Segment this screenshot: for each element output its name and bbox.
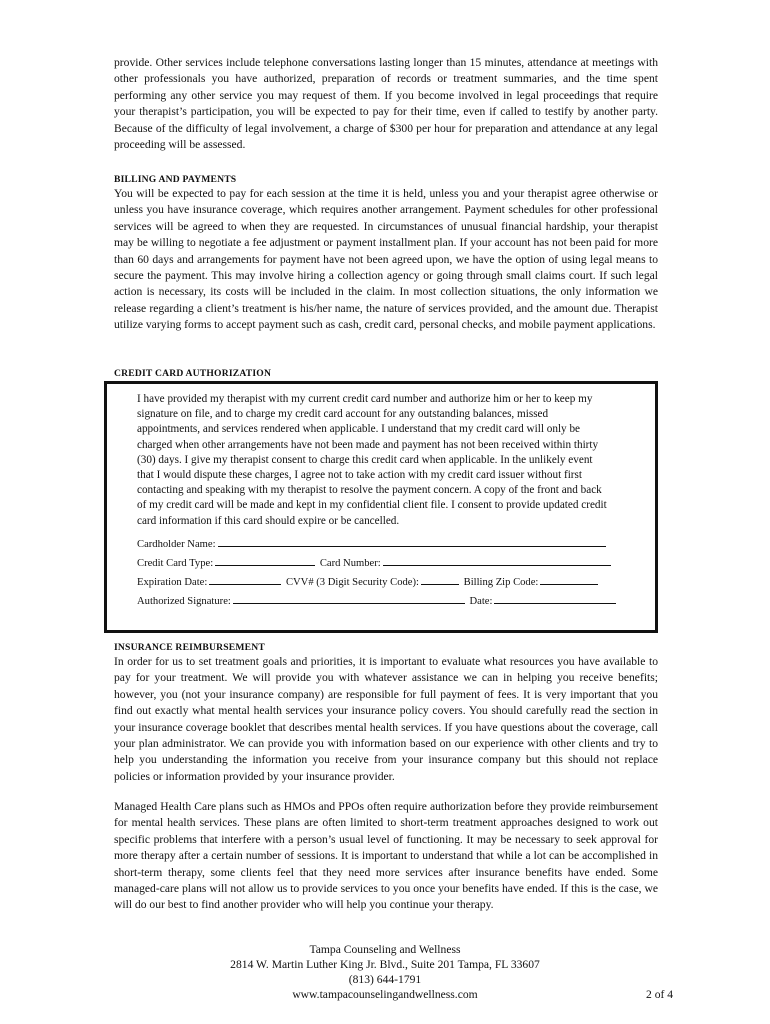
credit-card-authorization-box — [104, 381, 658, 633]
billing-zip-label: Billing Zip Code: — [463, 577, 539, 588]
expiration-date-field[interactable] — [209, 573, 281, 585]
footer-website: www.tampacounselingandwellness.com — [292, 988, 478, 1001]
expiration-row — [137, 573, 627, 590]
billing-heading: BILLING AND PAYMENTS — [114, 174, 237, 185]
date-label: Date: — [469, 596, 493, 607]
footer-phone: (813) 644-1791 — [348, 973, 422, 986]
card-type-label: Credit Card Type: — [137, 558, 214, 569]
cardholder-name-row — [137, 535, 627, 552]
intro-paragraph: provide. Other services include telephone conversations lasting longer than 15 minutes, attendance at meetings with other professionals you have authorized, preparation of records or treatment summaries, and the time spent performing any other service you may request of them. If you become involved in legal proceedings that require your therapist’s participation, you will be expected to pay for their time, even if called to testify by another party. Because of the difficulty of legal involvement, a charge of $300 per hour for preparation and attendance at any legal proceeding will be assessed. — [114, 56, 658, 152]
cardholder-name-field[interactable] — [218, 535, 606, 547]
cvv-label: CVV# (3 Digit Security Code): — [285, 577, 419, 588]
billing-zip-field[interactable] — [540, 573, 598, 585]
card-type-row — [137, 554, 627, 571]
credit-card-authorization-text: I have provided my therapist with my current credit card number and authorize him or her to keep my signature on file, and to charge my credit card account for any outstanding balances, missed appointments, and services rendered when applicable. I understand that my credit card will only be charged when other arrangements have not been made and payment has not been received within thirty (30) days. I give my therapist consent to charge this credit card when applicable. In the unlikely event that I would dispute these charges, I agree not to take action with my credit card issuer without first contacting and speaking with my therapist to resolve the payment concern. A copy of the front and back of my credit card will be made and kept in my confidential client file. I consent to provide updated credit card information if this card should expire or be cancelled. — [137, 393, 607, 527]
card-number-field[interactable] — [383, 554, 611, 566]
date-field[interactable] — [494, 592, 616, 604]
expiration-date-label: Expiration Date: — [137, 577, 208, 588]
footer-org-name: Tampa Counseling and Wellness — [309, 943, 461, 956]
cardholder-name-label: Cardholder Name: — [137, 539, 216, 550]
credit-card-heading: CREDIT CARD AUTHORIZATION — [114, 368, 272, 379]
insurance-paragraph-1: In order for us to set treatment goals and priorities, it is important to evaluate what resources you have available to pay for your treatment. We will provide you with whatever assistance we can in helping you receive benefits; however, you (not your insurance company) are responsible for full payment of fees. It is very important that you find out exactly what mental health services your insurance policy covers. You should carefully read the section in your insurance coverage booklet that describes mental health services. If you have questions about the coverage, call your plan administrator. We can provide you with information based on our experience with other clients and try to help you understanding the information you receive from your insurance company but this should not replace policies or information provided by your insurance provider. — [114, 655, 658, 783]
cvv-field[interactable] — [421, 573, 459, 585]
page-footer — [150, 942, 620, 1002]
insurance-heading: INSURANCE REIMBURSEMENT — [114, 642, 265, 653]
insurance-paragraph-2: Managed Health Care plans such as HMOs and PPOs often require authorization before they provide reimbursement for mental health services. These plans are often limited to short-term treatment approaches designed to work out specific problems that interfere with a person’s usual level of functioning. It may be necessary to seek approval for more therapy after a certain number of sessions. It is important to understand that while a lot can be accomplished in short-term therapy, some clients feel that they need more services after insurance benefits have ended. Some managed-care plans will not allow us to provide services to you once your benefits have ended. If this is the case, we will do our best to find another provider who will help you continue your therapy. — [114, 800, 658, 912]
signature-field[interactable] — [233, 592, 465, 604]
card-type-field[interactable] — [215, 554, 315, 566]
footer-address: 2814 W. Martin Luther King Jr. Blvd., Suite 201 Tampa, FL 33607 — [230, 958, 540, 971]
page-number: 2 of 4 — [646, 988, 674, 1001]
billing-paragraph: You will be expected to pay for each session at the time it is held, unless you and your therapist agree otherwise or unless you have insurance coverage, which requires another arrangement. Payment schedules for other professional services will be agreed to when they are requested. In circumstances of unusual financial hardship, your therapist may be willing to negotiate a fee adjustment or payment installment plan. If your account has not been paid for more than 60 days and arrangements for payment have not been agreed upon, we have the option of using legal means to secure the payment. This may involve hiring a collection agency or going through small claims court. If such legal action is necessary, its costs will be included in the claim. In most collection situations, the only information we release regarding a client’s treatment is his/her name, the nature of services provided, and the amount due. Therapist utilize varying forms to accept payment such as cash, credit card, personal checks, and mobile payment applications. — [114, 187, 658, 332]
signature-label: Authorized Signature: — [137, 596, 231, 607]
signature-row — [137, 592, 627, 609]
card-number-label: Card Number: — [319, 558, 381, 569]
